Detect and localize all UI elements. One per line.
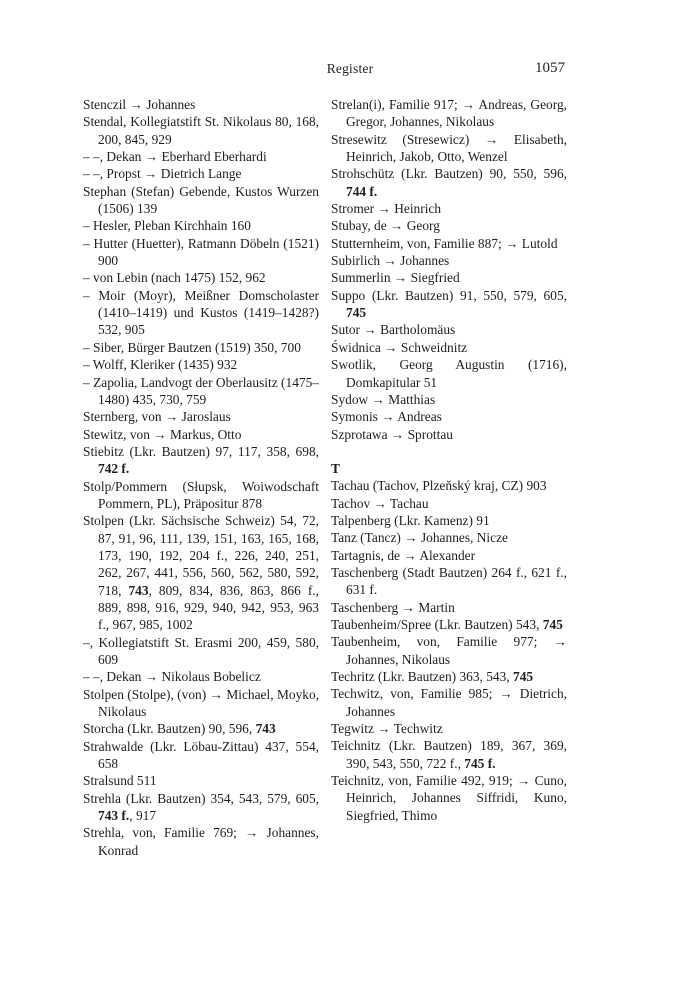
index-entry: Stiebitz (Lkr. Bautzen) 97, 117, 358, 698, 742 f. bbox=[83, 443, 319, 477]
index-entry: – –, Dekan → Eberhard Eberhardi bbox=[83, 149, 267, 165]
index-entry: Stolpen (Lkr. Sächsische Schweiz) 54, 72, 87, 91, 96, 111, 139, 151, 163, 165, 168, 173, 190, 192, 204 f., 226, 240, 251, 262, 267, 441, 556, 560, 562, 580, 592, 718, 743, 809, 834, 836, 863, 866 f., 889, 898, 916, 929, 940, 942, 953, 963 f., 967, 985, 1002 bbox=[83, 513, 319, 633]
index-entry: Teichnitz, von, Familie 492, 919; → Cuno, Heinrich, Johannes Siffridi, Kuno, Siegfried, Thimo bbox=[331, 773, 567, 823]
index-entry: Świdnica → Schweidnitz bbox=[331, 339, 468, 355]
index-entry: Taubenheim/Spree (Lkr. Bautzen) 543, 745 bbox=[331, 616, 563, 632]
index-entry: Stolp/Pommern (Słupsk, Woiwodschaft Pommern, PL), Präpositur 878 bbox=[83, 478, 319, 511]
index-entry: Suppo (Lkr. Bautzen) 91, 550, 579, 605, 745 bbox=[331, 287, 567, 321]
index-entry: – Hutter (Huetter), Ratmann Döbeln (1521) 900 bbox=[83, 235, 319, 269]
index-entry: –, Kollegiatstift St. Erasmi 200, 459, 580, 609 bbox=[83, 634, 319, 667]
index-entry: Teichnitz (Lkr. Bautzen) 189, 367, 369, 390, 543, 550, 722 f., 745 f. bbox=[331, 738, 567, 771]
index-entry: Summerlin → Siegfried bbox=[331, 270, 460, 286]
index-entry: Stephan (Stefan) Gebende, Kustos Wurzen (1506) 139 bbox=[83, 183, 319, 217]
index-entry: – Hesler, Pleban Kirchhain 160 bbox=[83, 218, 251, 234]
running-title: Register bbox=[326, 61, 374, 76]
index-entry: – –, Dekan → Nikolaus Bobelicz bbox=[83, 669, 261, 685]
main-reference-page: 745 bbox=[542, 616, 563, 632]
main-reference-page: 745 bbox=[513, 669, 534, 684]
index-column-left bbox=[83, 96, 319, 859]
index-entry: Storcha (Lkr. Bautzen) 90, 596, 743 bbox=[83, 721, 276, 737]
index-entry: Sutor → Bartholomäus bbox=[331, 322, 456, 338]
index-entry: Stenczil → Johannes bbox=[83, 97, 196, 112]
index-entry: – Moir (Moyr), Meißner Domscholaster (1410–1419) und Kustos (1419–1428?) 532, 905 bbox=[83, 287, 319, 338]
index-entry: Stubay, de → Georg bbox=[331, 218, 440, 234]
index-entry: Stutternheim, von, Familie 887; → Lutold bbox=[331, 235, 558, 251]
index-entry: Subirlich → Johannes bbox=[331, 253, 450, 269]
main-reference-page: 742 f. bbox=[98, 461, 130, 477]
index-entry: – Wolff, Kleriker (1435) 932 bbox=[83, 357, 238, 373]
index-entry: Swotlik, Georg Augustin (1716), Domkapitular 51 bbox=[331, 357, 567, 390]
index-entry: Tegwitz → Techwitz bbox=[331, 721, 443, 737]
index-entry: Strelan(i), Familie 917; → Andreas, Georg, Gregor, Johannes, Nikolaus bbox=[331, 97, 567, 130]
index-entry: Sternberg, von → Jaroslaus bbox=[83, 409, 231, 425]
index-entry: Techwitz, von, Familie 985; → Dietrich, Johannes bbox=[331, 686, 567, 719]
index-entry: Stralsund 511 bbox=[83, 773, 157, 789]
main-reference-page: 745 f. bbox=[464, 755, 496, 771]
index-entry: Strahwalde (Lkr. Löbau-Zittau) 437, 554, 658 bbox=[83, 738, 319, 772]
main-reference-page: 744 f. bbox=[346, 183, 378, 199]
main-reference-page: 743 bbox=[255, 721, 276, 737]
main-reference-page: 743 f. bbox=[98, 808, 130, 824]
index-entry: Tachau (Tachov, Plzeňský kraj, CZ) 903 bbox=[331, 478, 547, 494]
index-entry: Stendal, Kollegiatstift St. Nikolaus 80, 168, 200, 845, 929 bbox=[83, 114, 319, 147]
index-entry: Stolpen (Stolpe), (von) → Michael, Moyko, Nikolaus bbox=[83, 686, 319, 720]
index-column-right bbox=[331, 96, 567, 824]
index-entry: Taschenberg → Martin bbox=[331, 599, 455, 615]
page-number: 1057 bbox=[535, 60, 565, 76]
index-entry: Strehla (Lkr. Bautzen) 354, 543, 579, 605, 743 f., 917 bbox=[83, 790, 319, 824]
index-entry: Tanz (Tancz) → Johannes, Nicze bbox=[331, 530, 508, 546]
index-entry: – Siber, Bürger Bautzen (1519) 350, 700 bbox=[83, 339, 301, 355]
section-gap bbox=[331, 443, 567, 460]
index-entry: – Zapolia, Landvogt der Oberlausitz (1475–1480) 435, 730, 759 bbox=[83, 374, 319, 407]
index-block-s bbox=[331, 96, 567, 443]
index-block-t bbox=[331, 477, 567, 824]
index-entry: Techritz (Lkr. Bautzen) 363, 543, 745 bbox=[331, 669, 534, 684]
main-reference-page: 745 bbox=[346, 305, 367, 321]
index-entry: Stewitz, von → Markus, Otto bbox=[83, 426, 242, 442]
index-entry: Stromer → Heinrich bbox=[331, 201, 442, 217]
section-letter-heading: T bbox=[331, 460, 340, 476]
main-reference-page: 743 bbox=[128, 582, 149, 598]
index-entry: Tartagnis, de → Alexander bbox=[331, 547, 476, 563]
index-entry: Strohschütz (Lkr. Bautzen) 90, 550, 596, 744 f. bbox=[331, 166, 567, 199]
index-entry: Taubenheim, von, Familie 977; → Johannes, Nikolaus bbox=[331, 634, 567, 667]
index-entry: Stresewitz (Stresewicz) → Elisabeth, Heinrich, Jakob, Otto, Wenzel bbox=[331, 131, 567, 165]
index-entry: Tachov → Tachau bbox=[331, 495, 429, 511]
index-entry: Strehla, von, Familie 769; → Johannes, Konrad bbox=[83, 825, 319, 858]
index-entry: Sydow → Matthias bbox=[331, 391, 436, 407]
index-entry: – von Lebin (nach 1475) 152, 962 bbox=[83, 270, 266, 286]
index-entry: Symonis → Andreas bbox=[331, 409, 442, 425]
index-entry: Szprotawa → Sprottau bbox=[331, 426, 453, 442]
index-entry: Taschenberg (Stadt Bautzen) 264 f., 621 f., 631 f. bbox=[331, 564, 567, 598]
index-entry: Talpenberg (Lkr. Kamenz) 91 bbox=[331, 512, 490, 528]
index-entry: – –, Propst → Dietrich Lange bbox=[83, 166, 242, 182]
